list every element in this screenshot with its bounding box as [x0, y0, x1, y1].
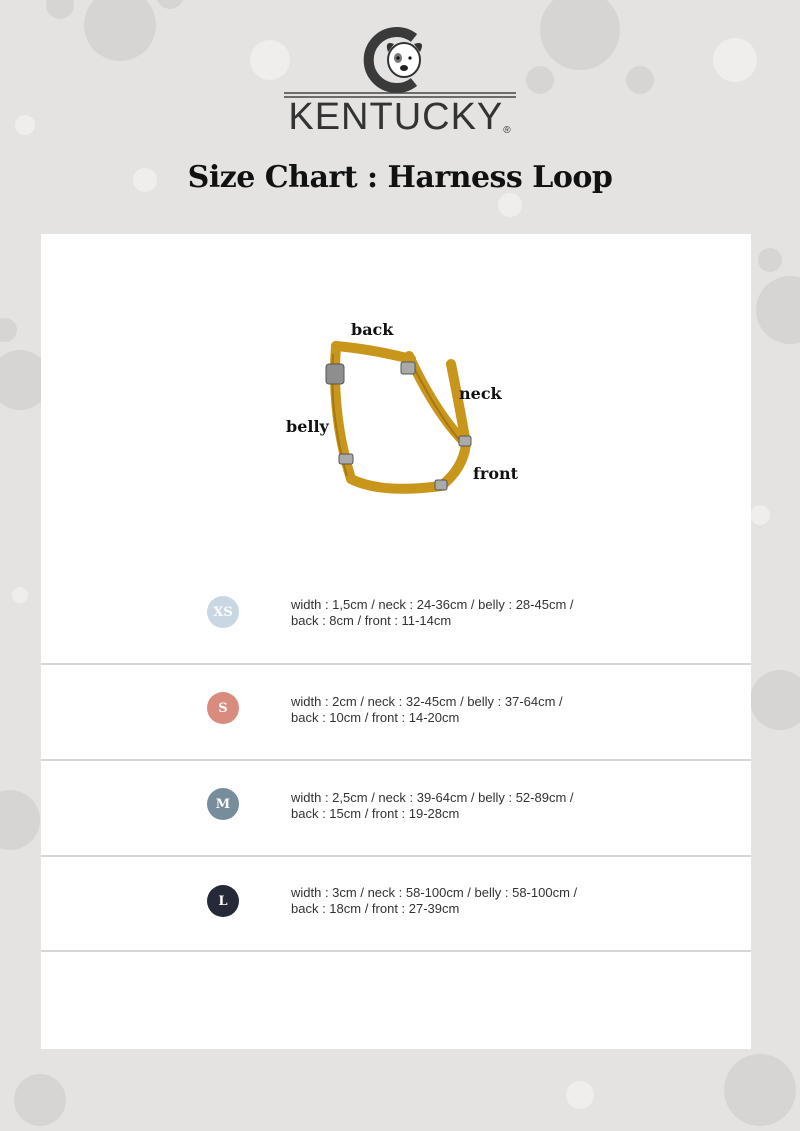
label-front: front [473, 464, 519, 483]
size-row-xs [41, 568, 751, 665]
brand-name: KENTUCKY [288, 96, 504, 138]
label-belly: belly [286, 417, 329, 436]
size-desc-xs [291, 597, 651, 629]
size-row-m [41, 760, 751, 857]
size-badge-m: M [207, 788, 239, 820]
registered-mark: ® [503, 125, 512, 136]
label-back: back [351, 320, 394, 339]
size-desc-line1: width : 2cm / neck : 32-45cm / belly : 37-64cm / [291, 694, 563, 709]
brand-wordmark [280, 98, 520, 136]
size-row-l [41, 855, 751, 952]
size-desc-line1: width : 1,5cm / neck : 24-36cm / belly : 28-45cm / [291, 597, 574, 612]
size-desc-line2: back : 8cm / front : 11-14cm [291, 613, 452, 628]
size-desc-line2: back : 10cm / front : 14-20cm [291, 710, 460, 725]
size-desc-m [291, 790, 651, 822]
size-desc-line1: width : 2,5cm / neck : 39-64cm / belly : 52-89cm / [291, 790, 574, 805]
dog-head-icon [387, 43, 422, 77]
size-chart-card [41, 234, 751, 1049]
size-desc-line2: back : 15cm / front : 19-28cm [291, 806, 460, 821]
size-badge-l: L [207, 885, 239, 917]
size-desc-line2: back : 18cm / front : 27-39cm [291, 901, 460, 916]
size-desc-l [291, 885, 651, 917]
size-row-s [41, 664, 751, 761]
size-badge-xs: XS [207, 596, 239, 628]
size-desc-s [291, 694, 651, 726]
page-title: Size Chart : Harness Loop [187, 160, 613, 195]
size-desc-line1: width : 3cm / neck : 58-100cm / belly : 58-100cm / [291, 885, 578, 900]
label-neck: neck [459, 384, 502, 403]
size-badge-s: S [207, 692, 239, 724]
harness-illustration [291, 304, 551, 534]
